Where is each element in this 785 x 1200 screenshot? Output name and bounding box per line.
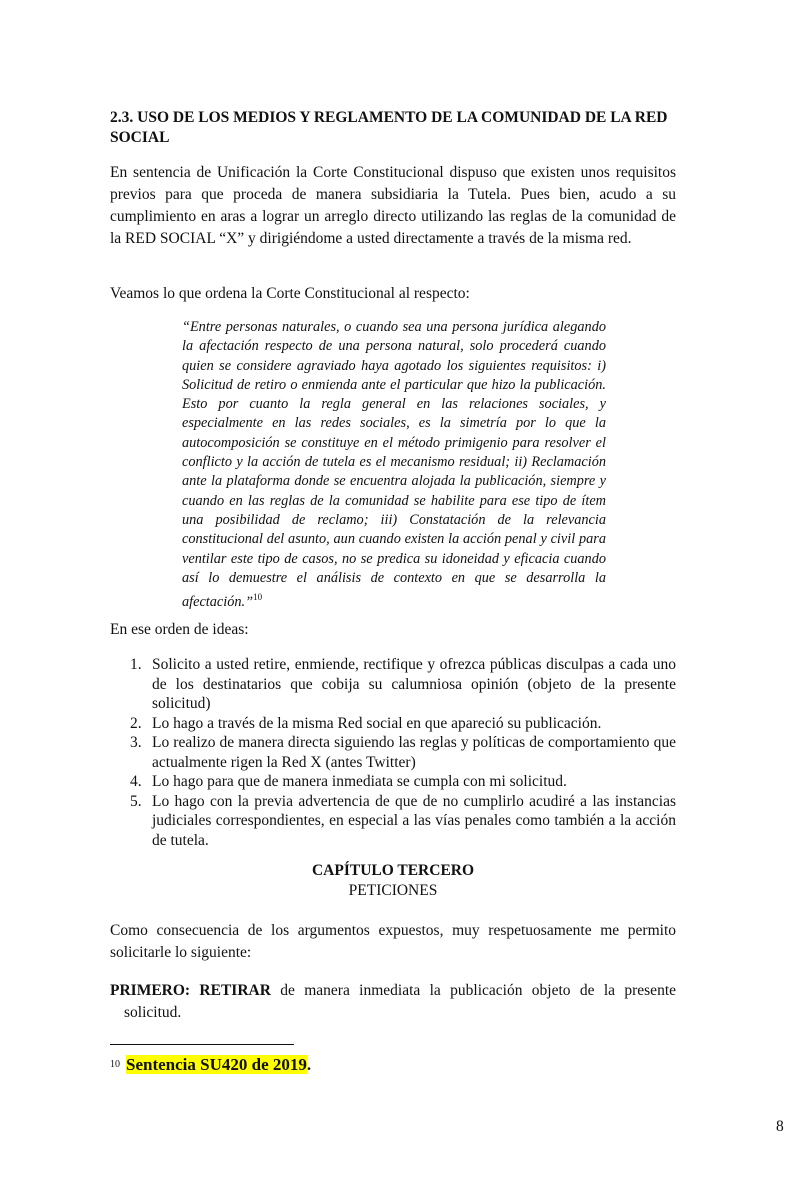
footnote-reference[interactable]: 10 xyxy=(253,592,263,603)
intro-paragraph: En sentencia de Unificación la Corte Constitucional dispuso que existen unos requisitos previos para que proceda de manera subsidiaria la Tutela. Pues bien, acudo a su cumplimiento en aras a lograr un arreglo directo utilizando las reglas de la comunidad de la RED SOCIAL “X” y dirigiéndome a usted directamente a través de la misma red. xyxy=(110,164,676,247)
petition-first xyxy=(110,980,676,1024)
page-number: 8 xyxy=(776,1118,784,1135)
section-heading: 2.3. USO DE LOS MEDIOS Y REGLAMENTO DE LA COMUNIDAD DE LA RED SOCIAL xyxy=(110,109,668,146)
list-item-text: Lo hago con la previa advertencia de que de no cumplirlo acudiré a las instancias judiciales correspondientes, en especial a las vías penales como también a la acción de tutela. xyxy=(152,792,676,849)
list-item-text: Lo realizo de manera directa siguiendo las reglas y políticas de comportamiento que actualmente rigen la Red X (antes Twitter) xyxy=(152,734,676,771)
list-item xyxy=(110,655,676,714)
list-number: 1. xyxy=(130,656,142,673)
list-number: 4. xyxy=(130,773,142,790)
footnote-period: . xyxy=(306,1055,312,1074)
quote-text: “Entre personas naturales, o cuando sea una persona jurídica alegando la afectación respecto de una persona natural, solo procederá cuando quien se considere agraviado haya agotado los siguientes requisitos: i) Solicitud de retiro o enmienda ante el particular que hizo la publicación. Esto por cuanto la regla general en las relaciones sociales, y especialmente en las redes sociales, es la simetría por lo que la autocomposición se constituye en el método primigenio para resolver el conflicto y la acción de tutela es el mecanismo residual; ii) Reclamación ante la plataforma donde se encuentra alojada la publicación, siempre y cuando en las reglas de la comunidad se habilite para ese tipo de ítem una posibilidad de reclamo; iii) Constatación de la relevancia constitucional del asunto, aun cuando existen la acción penal y civil para ventilar este tipo de casos, no se predica su idoneidad y eficacia cuando así lo demuestre el análisis de contexto en que se desarrolla la afectación.” xyxy=(182,319,606,610)
footnote-divider xyxy=(110,1044,294,1045)
list-item-text: Solicito a usted retire, enmiende, rectifique y ofrezca públicas disculpas a cada uno de los destinatarios que cobija su calumniosa opinión (objeto de la presente solicitud) xyxy=(152,656,676,712)
list-item-text: Lo hago para que de manera inmediata se cumpla con mi solicitud. xyxy=(152,773,567,790)
list-number: 3. xyxy=(130,734,142,751)
footnote-citation: Sentencia SU420 de 2019 xyxy=(126,1055,307,1074)
chapter-subtitle: PETICIONES xyxy=(348,882,438,899)
footnote xyxy=(110,1055,311,1075)
list-item-text: Lo hago a través de la misma Red social en que apareció su publicación. xyxy=(152,714,602,732)
petition-label: PRIMERO: xyxy=(110,982,191,999)
request-list xyxy=(110,655,676,850)
list-item xyxy=(110,772,676,792)
petition-text: de manera inmediata la publicación objeto de la presente solicitud. xyxy=(124,982,677,1021)
list-item xyxy=(110,733,676,772)
list-item xyxy=(110,714,676,734)
list-item xyxy=(110,792,676,851)
footnote-number: 10 xyxy=(110,1059,120,1070)
transition-text: En ese orden de ideas: xyxy=(110,621,249,638)
court-quote xyxy=(182,318,606,612)
chapter-title: CAPÍTULO TERCERO xyxy=(311,862,475,879)
petitions-intro: Como consecuencia de los argumentos expuestos, muy respetuosamente me permito solicitarle lo siguiente: xyxy=(110,922,676,961)
list-number: 2. xyxy=(130,714,142,732)
petition-verb: RETIRAR xyxy=(199,982,271,999)
lead-in-text: Veamos lo que ordena la Corte Constitucional al respecto: xyxy=(110,285,470,302)
list-number: 5. xyxy=(130,792,142,810)
